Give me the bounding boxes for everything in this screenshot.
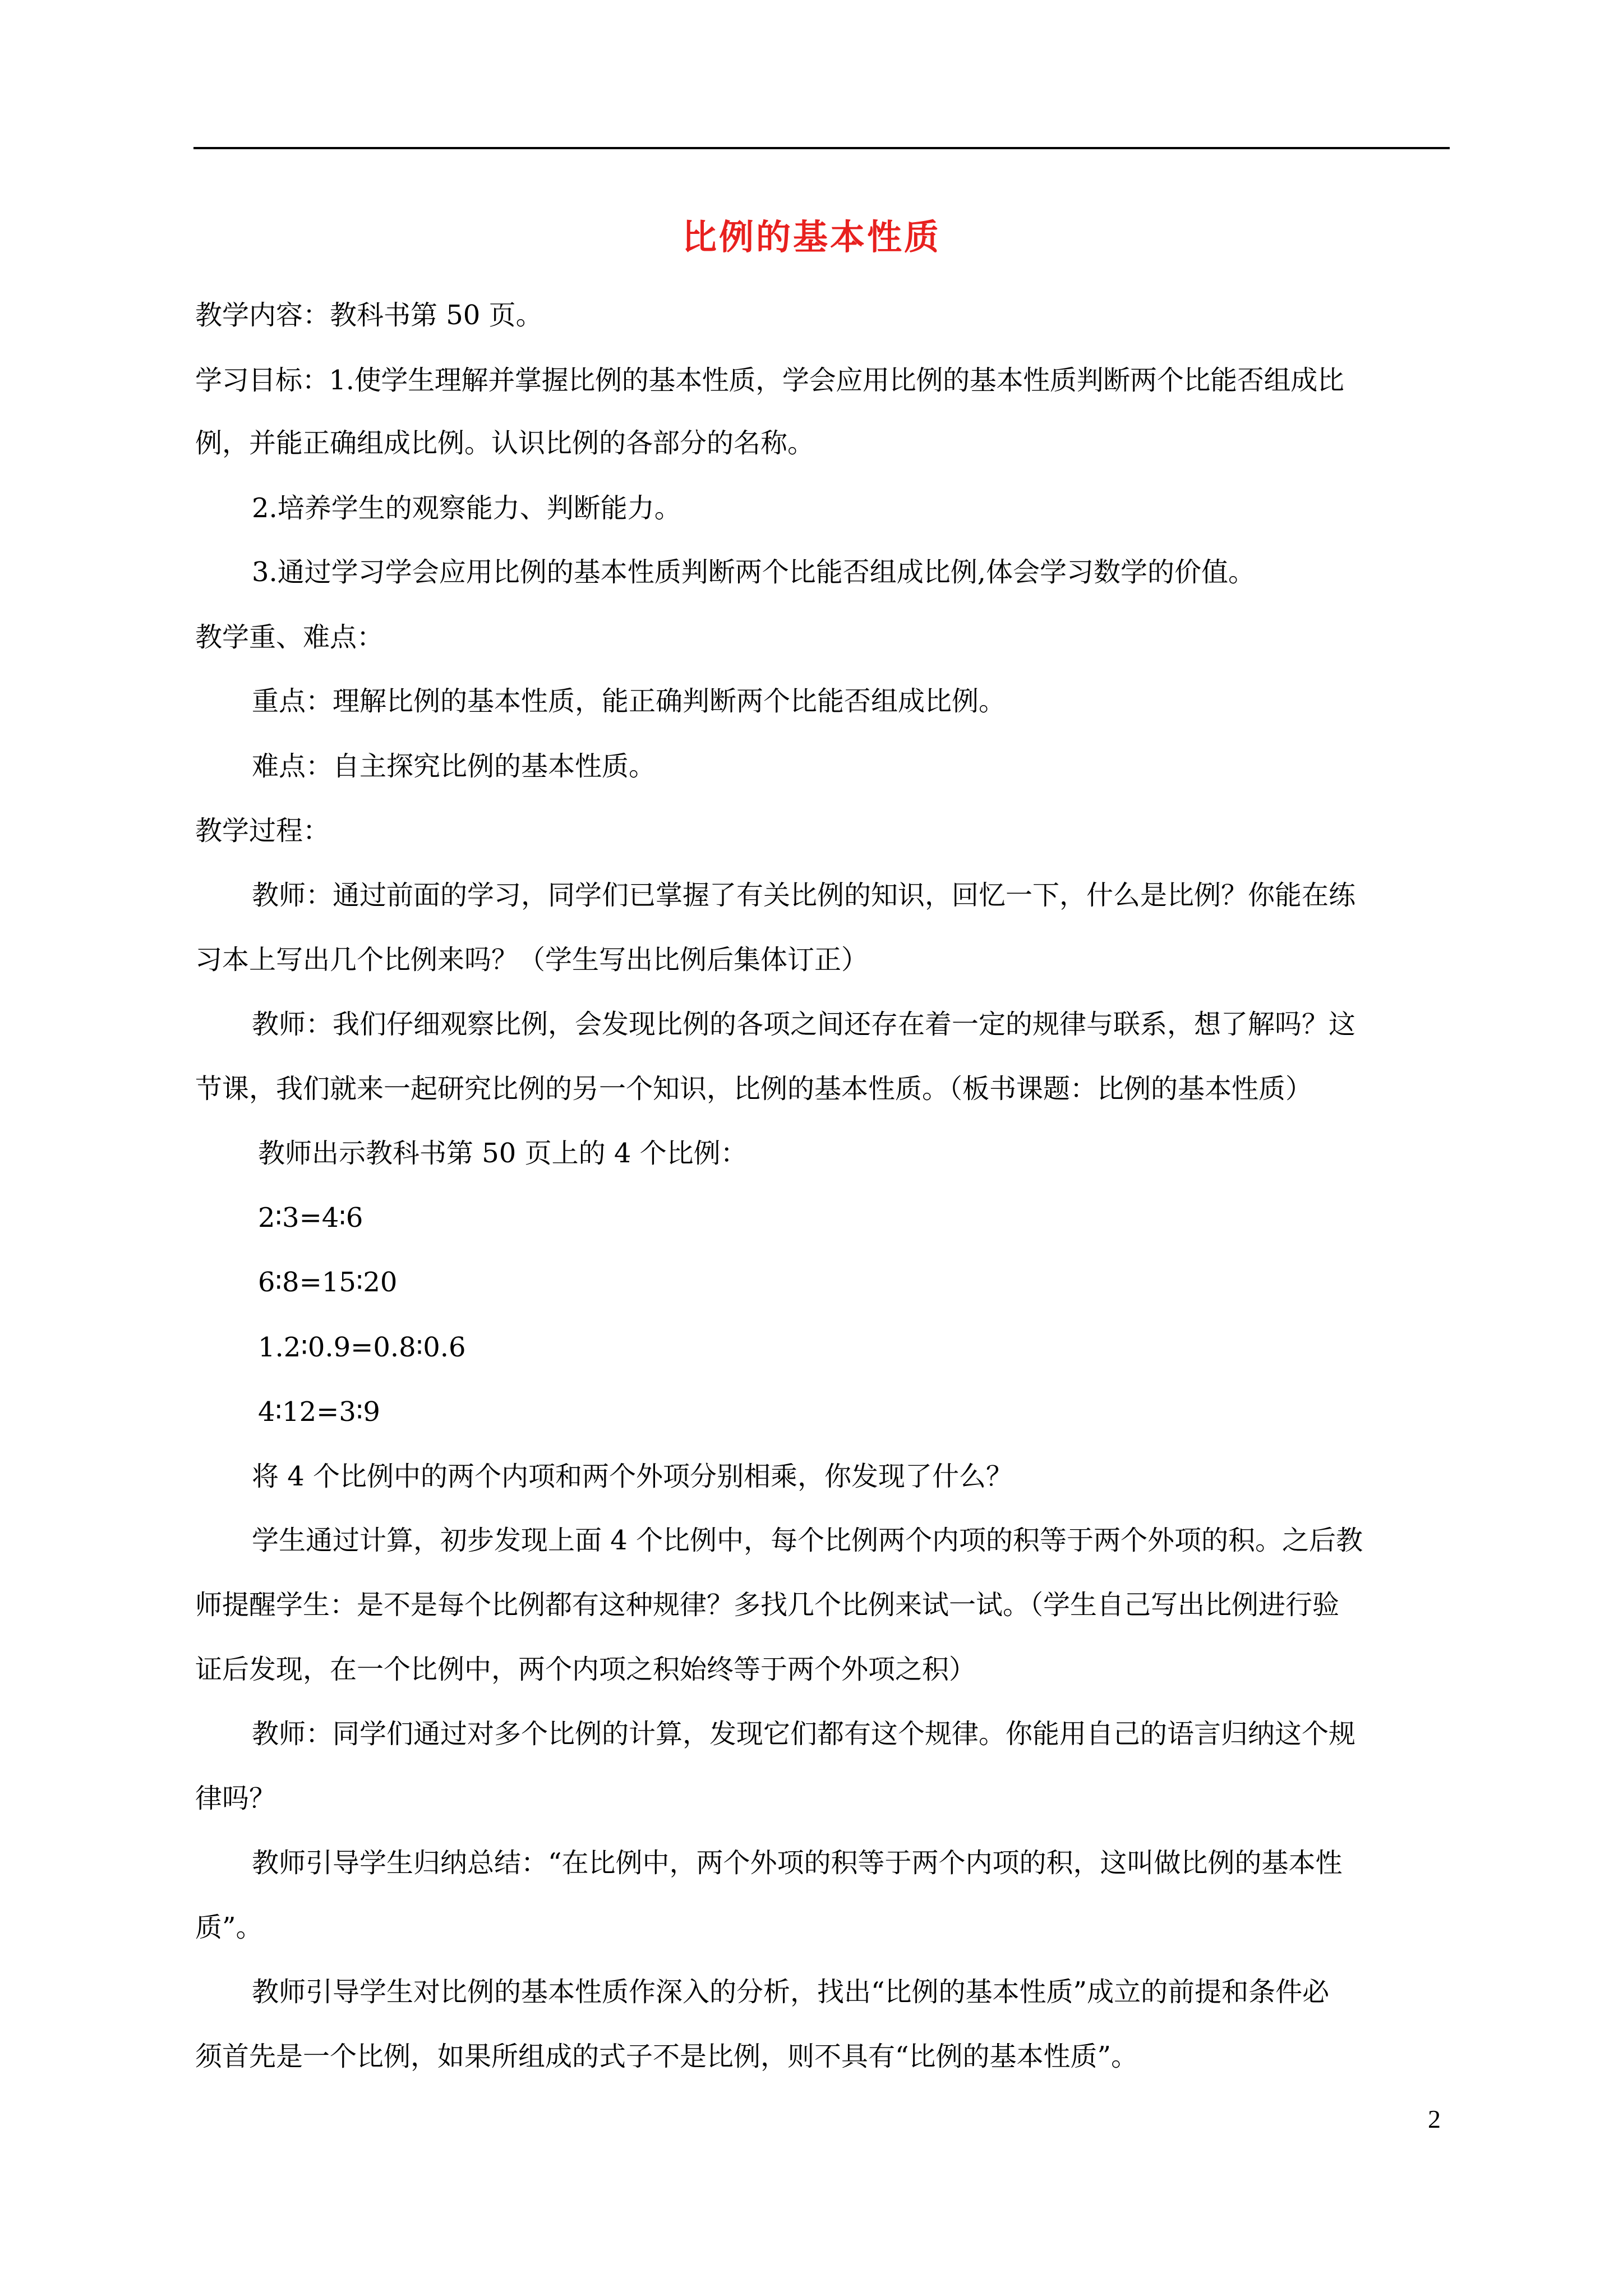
text-line: 律吗？ (195, 1783, 276, 1814)
page-number: 2 (1428, 2105, 1441, 2133)
text-line: 3.通过学习学会应用比例的基本性质判断两个比能否组成比例,体会学习数学的价值。 (252, 556, 1256, 588)
text-line: 教学内容：教科书第 50 页。 (195, 300, 543, 331)
proportion-equation: 1.2∶0.9=0.8∶0.6 (258, 1332, 466, 1363)
text-line: 教师引导学生对比例的基本性质作深入的分析，找出“比例的基本性质”成立的前提和条件必 (252, 1976, 1330, 2008)
text-line: 教师：我们仔细观察比例，会发现比例的各项之间还存在着一定的规律与联系，想了解吗？这 (252, 1009, 1356, 1040)
text-line: 教师：通过前面的学习，同学们已掌握了有关比例的知识，回忆一下，什么是比例？你能在练 (252, 880, 1356, 911)
text-line: 学习目标：1.使学生理解并掌握比例的基本性质，学会应用比例的基本性质判断两个比能否组成比 (195, 365, 1344, 396)
text-line: 质”。 (195, 1912, 263, 1943)
text-line: 师提醒学生：是不是每个比例都有这种规律？多找几个比例来试一试。（学生自己写出比例进行验 (195, 1589, 1340, 1621)
text-line: 例，并能正确组成比例。认识比例的各部分的名称。 (195, 427, 815, 459)
proportion-equation: 4∶12=3∶9 (258, 1396, 380, 1428)
text-line: 学生通过计算，初步发现上面 4 个比例中，每个比例两个内项的积等于两个外项的积。之后教 (252, 1525, 1363, 1556)
text-line: 教学过程： (195, 815, 330, 846)
text-line: 将 4 个比例中的两个内项和两个外项分别相乘，你发现了什么？ (252, 1461, 1013, 1492)
text-line: 节课，我们就来一起研究比例的另一个知识，比例的基本性质。（板书课题：比例的基本性质） (195, 1073, 1313, 1105)
text-line: 2.培养学生的观察能力、判断能力。 (252, 493, 681, 524)
text-line: 难点：自主探究比例的基本性质。 (252, 751, 656, 782)
proportion-equation: 2∶3=4∶6 (258, 1202, 363, 1234)
text-line: 教学重、难点： (195, 622, 384, 653)
document-title: 比例的基本性质 (681, 217, 941, 257)
text-line: 证后发现，在一个比例中，两个内项之积始终等于两个外项之积） (195, 1654, 976, 1685)
text-line: 习本上写出几个比例来吗？（学生写出比例后集体订正） (195, 944, 869, 976)
text-line: 教师出示教科书第 50 页上的 4 个比例： (258, 1138, 748, 1169)
text-line: 重点：理解比例的基本性质，能正确判断两个比能否组成比例。 (252, 685, 1006, 717)
text-line: 须首先是一个比例，如果所组成的式子不是比例，则不具有“比例的基本性质”。 (195, 2041, 1138, 2072)
text-line: 教师引导学生归纳总结：“在比例中，两个外项的积等于两个内项的积，这叫做比例的基本性 (252, 1847, 1343, 1879)
header-rule (193, 147, 1450, 149)
text-line: 教师：同学们通过对多个比例的计算，发现它们都有这个规律。你能用自己的语言归纳这个规 (252, 1718, 1356, 1750)
proportion-equation: 6∶8=15∶20 (258, 1267, 398, 1298)
